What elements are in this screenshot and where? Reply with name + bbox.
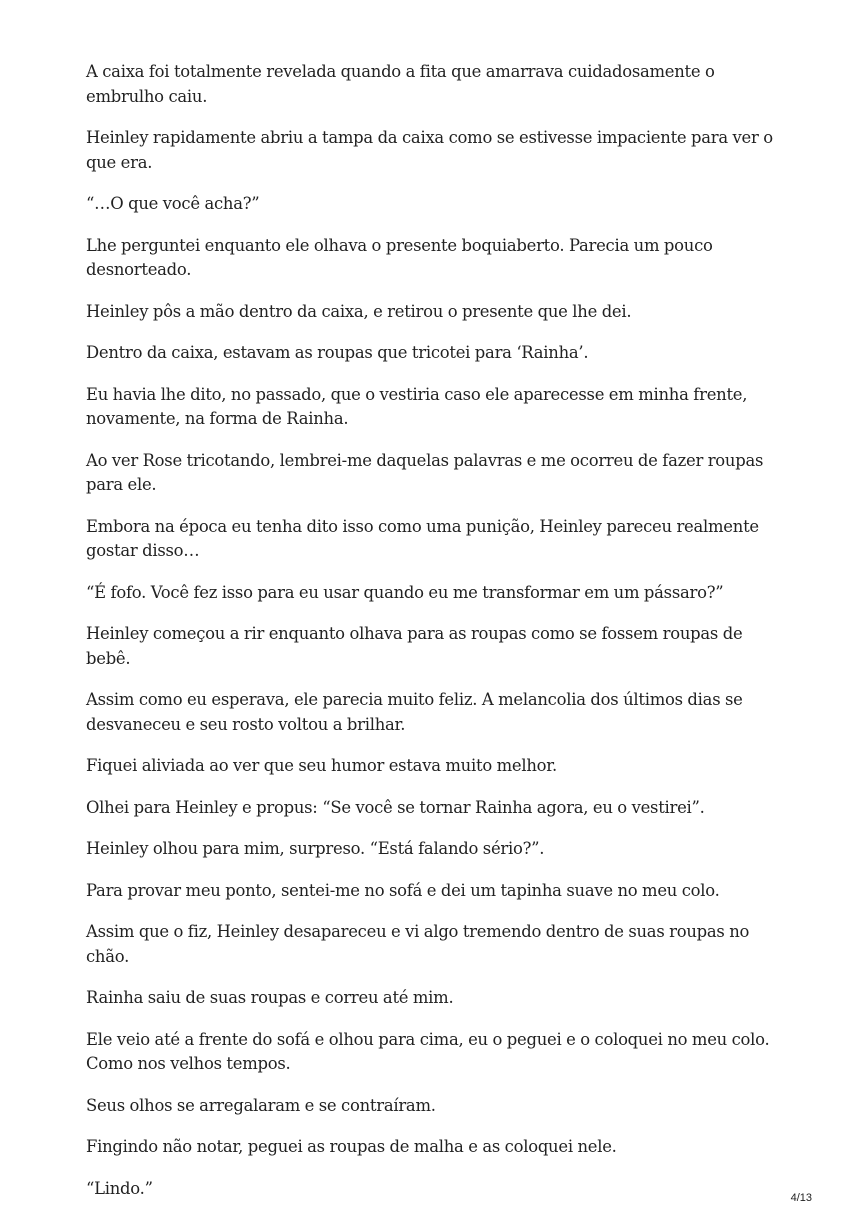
paragraph: Assim como eu esperava, ele parecia muito feliz. A melancolia dos últimos dias se desvaneceu e seu rosto voltou a brilhar. [86, 690, 743, 734]
paragraph: Heinley rapidamente abriu a tampa da caixa como se estivesse impaciente para ver o que era. [86, 128, 773, 172]
paragraph: Olhei para Heinley e propus: “Se você se tornar Rainha agora, eu o vestirei”. [86, 797, 705, 817]
paragraph: Assim que o fiz, Heinley desapareceu e vi algo tremendo dentro de suas roupas no chão. [86, 922, 750, 966]
page-number: 4/13 [790, 1192, 812, 1204]
paragraph: Rainha saiu de suas roupas e correu até mim. [86, 988, 454, 1007]
paragraph: Heinley começou a rir enquanto olhava para as roupas como se fossem roupas de bebê. [86, 624, 743, 668]
paragraph: Fiquei aliviada ao ver que seu humor estava muito melhor. [86, 756, 557, 775]
paragraph: Ao ver Rose tricotando, lembrei-me daquelas palavras e me ocorreu de fazer roupas para ele. [86, 450, 764, 494]
document-body [86, 60, 786, 1218]
paragraph: Para provar meu ponto, sentei-me no sofá e dei um tapinha suave no meu colo. [86, 880, 720, 900]
paragraph: Dentro da caixa, estavam as roupas que tricotei para ‘Rainha’. [86, 343, 589, 362]
paragraph: Ele veio até a frente do sofá e olhou para cima, eu o peguei e o coloquei no meu colo. Como nos velhos tempos. [86, 1029, 770, 1073]
paragraph: Eu havia lhe dito, no passado, que o vestiria caso ele aparecesse em minha frente, novamente, na forma de Rainha. [86, 384, 748, 428]
paragraph: “Lindo.” [86, 1178, 153, 1198]
paragraph: Heinley pôs a mão dentro da caixa, e retirou o presente que lhe dei. [86, 301, 632, 321]
paragraph: Heinley olhou para mim, surpreso. “Está falando sério?”. [86, 839, 545, 858]
paragraph: Seus olhos se arregalaram e se contraíram. [86, 1095, 436, 1115]
paragraph: Lhe perguntei enquanto ele olhava o presente boquiaberto. Parecia um pouco desnorteado. [86, 235, 713, 279]
paragraph: “É fofo. Você fez isso para eu usar quando eu me transformar em um pássaro?” [86, 582, 724, 602]
paragraph: Embora na época eu tenha dito isso como uma punição, Heinley pareceu realmente gostar disso… [86, 516, 759, 560]
paragraph: “…O que você acha?” [86, 194, 260, 213]
paragraph: A caixa foi totalmente revelada quando a fita que amarrava cuidadosamente o embrulho caiu. [86, 62, 715, 106]
paragraph: Fingindo não notar, peguei as roupas de malha e as coloquei nele. [86, 1137, 617, 1156]
